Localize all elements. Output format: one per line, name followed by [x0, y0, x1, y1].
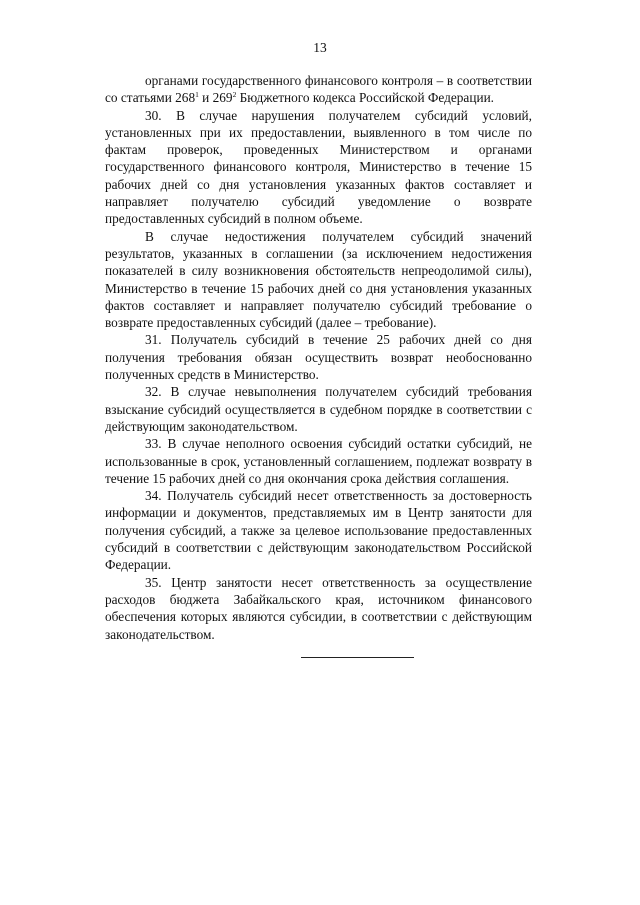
- superscript-1: 1: [195, 90, 199, 100]
- paragraph-34: 34. Получатель субсидий несет ответственность за достоверность информации и документов, представляемых им в Центр занятости для получения субсидий, а также за целевое использование предоставленных субсидий в соответствии с действующим законодательством Российской Федерации.: [105, 488, 532, 573]
- superscript-2: 2: [232, 90, 237, 100]
- continuation-text: органами государственного финансового контроля – в соответствии со статьями 268: [105, 73, 532, 106]
- document-body: [105, 72, 532, 643]
- continuation-text-end: Бюджетного кодекса Российской Федерации.: [236, 90, 495, 106]
- continuation-text-mid: и 269: [198, 90, 233, 106]
- paragraph-33: 33. В случае неполного освоения субсидий остатки субсидий, не использованные в срок, установленный соглашением, подлежат возврату в течение 15 рабочих дней со дня окончания срока действия соглашения.: [105, 436, 532, 486]
- end-of-document-rule: [301, 657, 414, 658]
- paragraph-30: 30. В случае нарушения получателем субсидий условий, установленных при их предоставлении, выявленного в том числе по фактам проверок, проведенных Министерством и органами государственного финансового контроля, Министерство в течение 15 рабочих дней со дня установления указанных фактов составляет и направляет получателю субсидий уведомление о возврате предоставленных субсидий в полном объеме.: [105, 107, 532, 227]
- paragraph-30-second: В случае недостижения получателем субсидий значений результатов, указанных в соглашении (за исключением недостижения показателей в силу возникновения обстоятельств непреодолимой силы), Министерство в течение 15 рабочих дней со дня установления указанных фактов составляет и направляет получателю субсидий требование о возврате предоставленных субсидий (далее – требование).: [105, 228, 532, 331]
- page-number: 13: [313, 40, 327, 55]
- continuation-paragraph: [105, 72, 532, 107]
- paragraph-32: 32. В случае невыполнения получателем субсидий требования взыскание субсидий осуществляется в судебном порядке в соответствии с действующим законодательством.: [105, 384, 532, 434]
- paragraph-31: 31. Получатель субсидий в течение 25 рабочих дней со дня получения требования обязан осуществить возврат необоснованно полученных средств в Министерство.: [105, 332, 532, 383]
- paragraph-35: 35. Центр занятости несет ответственность за осуществление расходов бюджета Забайкальского края, источником финансового обеспечения которых являются субсидии, в соответствии с действующим законодательством.: [105, 574, 532, 642]
